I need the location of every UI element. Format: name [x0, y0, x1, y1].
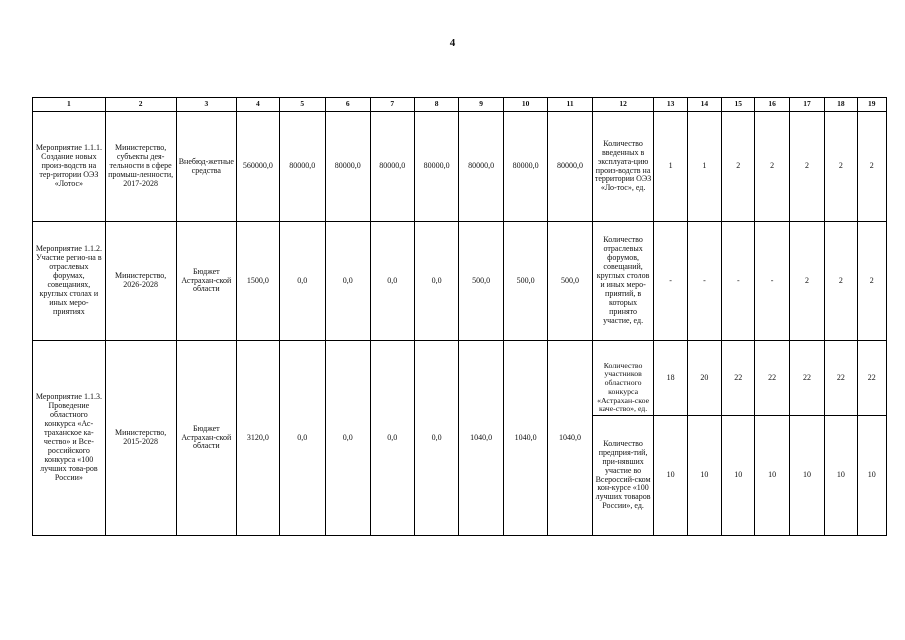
amount-cell: 1500,0	[237, 222, 279, 341]
indicator-value-cell: 10	[789, 416, 824, 536]
amount-cell: 80000,0	[370, 112, 414, 222]
indicator-value-cell: 2	[789, 222, 824, 341]
indicator-value-cell: 22	[857, 341, 887, 416]
executor-cell: Министерство, 2015-2028	[105, 341, 176, 536]
indicator-value-cell: 10	[755, 416, 789, 536]
column-header: 10	[503, 98, 547, 112]
indicator-value-cell: -	[722, 222, 755, 341]
indicator-value-cell: 2	[789, 112, 824, 222]
indicator-value-cell: 10	[857, 416, 887, 536]
executor-cell: Министерство, субъекты дея-тельности в сфере промыш-ленности, 2017-2028	[105, 112, 176, 222]
amount-cell: 0,0	[414, 222, 458, 341]
column-header: 18	[825, 98, 857, 112]
indicator-value-cell: 20	[687, 341, 721, 416]
funding-source-cell: Внебюд-жетные средства	[176, 112, 237, 222]
indicator-value-cell: 22	[825, 341, 857, 416]
indicator-value-cell: 2	[825, 222, 857, 341]
indicator-value-cell: 22	[755, 341, 789, 416]
amount-cell: 0,0	[326, 341, 370, 536]
column-header: 6	[326, 98, 370, 112]
program-measures-table	[32, 97, 887, 536]
indicator-value-cell: 2	[722, 112, 755, 222]
amount-cell: 0,0	[279, 341, 325, 536]
amount-cell: 500,0	[548, 222, 592, 341]
executor-cell: Министерство, 2026-2028	[105, 222, 176, 341]
column-header: 1	[33, 98, 106, 112]
indicator-value-cell: 1	[687, 112, 721, 222]
column-header: 14	[687, 98, 721, 112]
indicator-value-cell: -	[755, 222, 789, 341]
indicator-value-cell: 10	[722, 416, 755, 536]
table-row	[33, 222, 887, 341]
measure-cell: Мероприятие 1.1.3. Проведение областного конкурса «Ас-траханское ка-чество» и Все-российского конкурса «100 лучших това-ров России»	[33, 341, 106, 536]
amount-cell: 500,0	[503, 222, 547, 341]
column-header: 7	[370, 98, 414, 112]
amount-cell: 560000,0	[237, 112, 279, 222]
funding-source-cell: Бюджет Астрахан-ской области	[176, 341, 237, 536]
column-header: 12	[592, 98, 654, 112]
table-row	[33, 112, 887, 222]
indicator-value-cell: 2	[857, 112, 887, 222]
funding-source-cell: Бюджет Астрахан-ской области	[176, 222, 237, 341]
indicator-value-cell: -	[687, 222, 721, 341]
column-header: 11	[548, 98, 592, 112]
amount-cell: 80000,0	[279, 112, 325, 222]
amount-cell: 0,0	[326, 222, 370, 341]
indicator-value-cell: 2	[755, 112, 789, 222]
column-header: 17	[789, 98, 824, 112]
column-header: 19	[857, 98, 887, 112]
amount-cell: 80000,0	[414, 112, 458, 222]
amount-cell: 0,0	[279, 222, 325, 341]
indicator-value-cell: 18	[654, 341, 687, 416]
amount-cell: 80000,0	[326, 112, 370, 222]
indicator-value-cell: 10	[825, 416, 857, 536]
amount-cell: 500,0	[459, 222, 503, 341]
amount-cell: 0,0	[370, 341, 414, 536]
amount-cell: 0,0	[370, 222, 414, 341]
amount-cell: 80000,0	[548, 112, 592, 222]
column-header: 8	[414, 98, 458, 112]
indicator-name-cell: Количество отраслевых форумов, совещаний, круглых столов и иных меро-приятий, в которых принято участие, ед.	[592, 222, 654, 341]
indicator-name-cell: Количество введенных в эксплуата-цию произ-водств на территории ОЭЗ «Ло-тос», ед.	[592, 112, 654, 222]
column-header: 5	[279, 98, 325, 112]
indicator-value-cell: -	[654, 222, 687, 341]
indicator-value-cell: 10	[687, 416, 721, 536]
amount-cell: 0,0	[414, 341, 458, 536]
column-header: 15	[722, 98, 755, 112]
table-header-row	[33, 98, 887, 112]
measure-cell: Мероприятие 1.1.2. Участие регио-на в отраслевых форумах, совещаниях, круглых столах и иных меро-приятиях	[33, 222, 106, 341]
column-header: 9	[459, 98, 503, 112]
amount-cell: 80000,0	[459, 112, 503, 222]
column-header: 16	[755, 98, 789, 112]
measure-cell: Мероприятие 1.1.1. Создание новых произ-водств на тер-ритории ОЭЗ «Лотос»	[33, 112, 106, 222]
indicator-value-cell: 22	[722, 341, 755, 416]
indicator-value-cell: 2	[825, 112, 857, 222]
indicator-value-cell: 1	[654, 112, 687, 222]
amount-cell: 80000,0	[503, 112, 547, 222]
amount-cell: 1040,0	[459, 341, 503, 536]
amount-cell: 1040,0	[503, 341, 547, 536]
indicator-name-cell: Количество предприя-тий, при-нявших участие во Всероссий-ском кон-курсе «100 лучших товаров России», ед.	[592, 416, 654, 536]
column-header: 13	[654, 98, 687, 112]
column-header: 4	[237, 98, 279, 112]
table-row	[33, 341, 887, 416]
column-header: 2	[105, 98, 176, 112]
column-header: 3	[176, 98, 237, 112]
indicator-value-cell: 2	[857, 222, 887, 341]
indicator-value-cell: 10	[654, 416, 687, 536]
page-number: 4	[449, 37, 456, 49]
amount-cell: 1040,0	[548, 341, 592, 536]
amount-cell: 3120,0	[237, 341, 279, 536]
indicator-value-cell: 22	[789, 341, 824, 416]
indicator-name-cell: Количество участников областного конкурса «Астрахан-ское каче-ство», ед.	[592, 341, 654, 416]
